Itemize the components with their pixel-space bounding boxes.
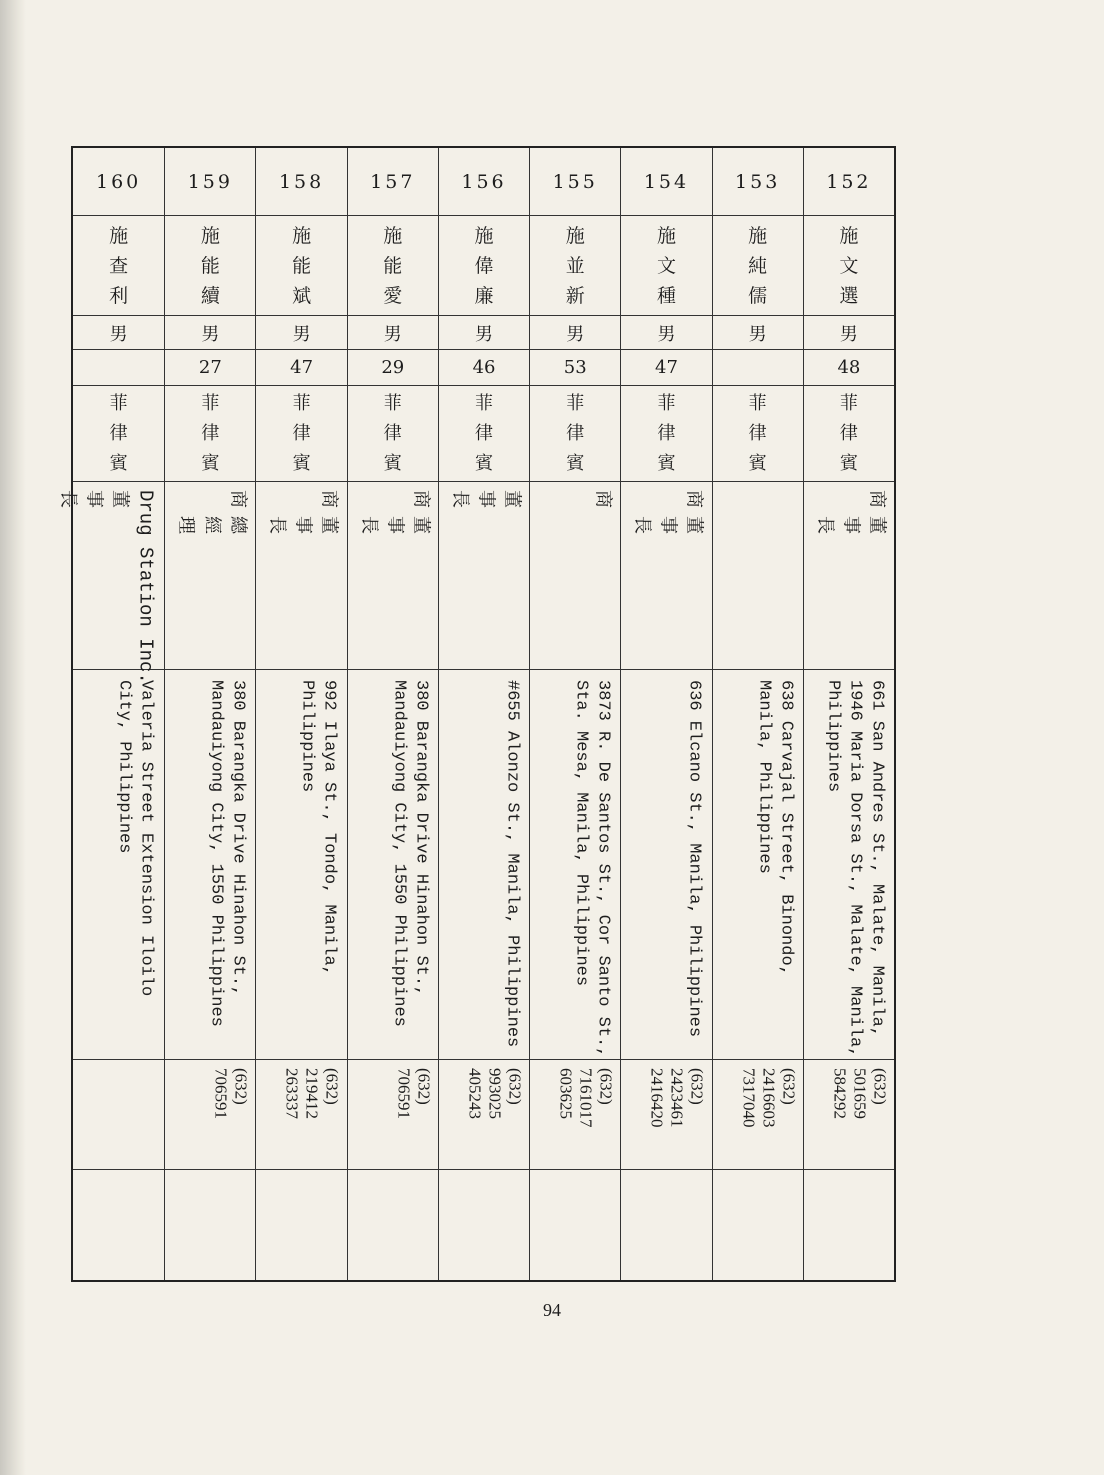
nationality-cell bbox=[804, 386, 894, 482]
address-line: Manila, Philippines bbox=[754, 680, 774, 874]
name-char: 能 bbox=[292, 254, 312, 277]
nationality-cell bbox=[73, 386, 164, 482]
row-number: 154 bbox=[621, 148, 711, 216]
table-row bbox=[57, 148, 164, 1280]
name-char: 愛 bbox=[383, 284, 403, 307]
phone-line: 7161017 bbox=[576, 1068, 596, 1128]
title-char: 事 bbox=[658, 516, 680, 534]
title-char: 商 bbox=[319, 490, 341, 508]
phone-line: (632) bbox=[414, 1068, 434, 1105]
row-number: 152 bbox=[804, 148, 894, 216]
nationality-cell bbox=[348, 386, 438, 482]
phone-line: (632) bbox=[596, 1068, 616, 1105]
title-cell bbox=[439, 482, 529, 670]
address-rotated bbox=[621, 670, 713, 1060]
nationality-char: 律 bbox=[839, 422, 858, 444]
title-char: 董 bbox=[501, 490, 523, 508]
sex-cell: 男 bbox=[73, 316, 164, 350]
remarks-cell bbox=[530, 1170, 620, 1280]
title-char: 事 bbox=[384, 516, 406, 534]
nationality-char: 菲 bbox=[839, 392, 858, 414]
table-row bbox=[255, 148, 346, 1280]
row-number: 156 bbox=[439, 148, 529, 216]
title-line bbox=[55, 490, 133, 508]
title-line bbox=[355, 516, 433, 534]
title-rotated bbox=[621, 482, 713, 670]
phone-rotated bbox=[165, 1060, 257, 1170]
phone-line: 2416420 bbox=[648, 1068, 668, 1128]
name-char: 能 bbox=[200, 254, 220, 277]
table-row bbox=[347, 148, 438, 1280]
nationality-cell bbox=[165, 386, 255, 482]
address-line: Mandauiyong City, 1550 Philippines bbox=[389, 680, 409, 1027]
address-rotated bbox=[165, 670, 257, 1060]
title-cell bbox=[621, 482, 711, 670]
nationality-cell bbox=[439, 386, 529, 482]
name-char: 能 bbox=[383, 254, 403, 277]
sex-cell: 男 bbox=[713, 316, 803, 350]
name-cell bbox=[439, 216, 529, 316]
title-line bbox=[264, 516, 342, 534]
title-char: 理 bbox=[175, 516, 197, 534]
row-number: 155 bbox=[530, 148, 620, 216]
title-rotated bbox=[57, 482, 165, 684]
name-char: 施 bbox=[200, 224, 220, 247]
nationality-char: 菲 bbox=[566, 392, 585, 414]
nationality-char: 律 bbox=[292, 422, 311, 444]
title-cell bbox=[530, 482, 620, 670]
title-line bbox=[447, 490, 525, 508]
phone-cell bbox=[713, 1060, 803, 1170]
age-cell: 47 bbox=[621, 350, 711, 386]
sex-cell: 男 bbox=[804, 316, 894, 350]
title-char: 長 bbox=[267, 516, 289, 534]
phone-line: 263337 bbox=[283, 1068, 303, 1119]
title-char: 事 bbox=[475, 490, 497, 508]
address-rotated bbox=[348, 670, 440, 1060]
title-char: 董 bbox=[319, 516, 341, 534]
phone-line: 501659 bbox=[850, 1068, 870, 1119]
phone-line: 993025 bbox=[485, 1068, 505, 1119]
phone-cell bbox=[73, 1060, 164, 1170]
table-row bbox=[529, 148, 620, 1280]
name-char: 施 bbox=[839, 224, 859, 247]
nationality-char: 律 bbox=[201, 422, 220, 444]
phone-line: 405243 bbox=[465, 1068, 485, 1119]
address-rotated bbox=[73, 670, 165, 1060]
remarks-cell bbox=[804, 1170, 894, 1280]
title-line bbox=[590, 490, 616, 508]
phone-line: 2423461 bbox=[668, 1068, 688, 1128]
phone-line: (632) bbox=[323, 1068, 343, 1105]
title-char: 董 bbox=[410, 516, 432, 534]
address-cell bbox=[530, 670, 620, 1060]
title-cell bbox=[57, 482, 164, 684]
address-cell bbox=[256, 670, 346, 1060]
name-char: 查 bbox=[109, 254, 129, 277]
title-char: 事 bbox=[83, 490, 105, 508]
address-cell bbox=[713, 670, 803, 1060]
address-cell bbox=[439, 670, 529, 1060]
remarks-cell bbox=[256, 1170, 346, 1280]
address-line: 1946 Maria Dorsa St., Malate, Manila, bbox=[845, 680, 865, 1058]
phone-line: (632) bbox=[870, 1068, 890, 1105]
name-char: 新 bbox=[565, 284, 585, 307]
name-char: 斌 bbox=[292, 284, 312, 307]
nationality-char: 賓 bbox=[475, 452, 494, 474]
nationality-char: 賓 bbox=[383, 452, 402, 474]
title-char: 商 bbox=[866, 490, 888, 508]
nationality-cell bbox=[621, 386, 711, 482]
address-line: 3873 R. De Santos St., Cor Santo St., bbox=[593, 680, 613, 1058]
title-cell bbox=[713, 482, 803, 670]
phone-cell bbox=[165, 1060, 255, 1170]
row-number: 160 bbox=[73, 148, 164, 216]
title-line bbox=[264, 490, 342, 508]
phone-rotated bbox=[713, 1060, 805, 1170]
company-name: Drug Station Inc. bbox=[134, 490, 157, 684]
title-rotated bbox=[348, 482, 440, 670]
name-char: 施 bbox=[748, 224, 768, 247]
table-row bbox=[620, 148, 711, 1280]
title-rotated bbox=[530, 482, 622, 670]
name-char: 並 bbox=[565, 254, 585, 277]
sex-cell: 男 bbox=[621, 316, 711, 350]
nationality-char: 律 bbox=[748, 422, 767, 444]
name-char: 廉 bbox=[474, 284, 494, 307]
age-cell: 53 bbox=[530, 350, 620, 386]
age-cell: 27 bbox=[165, 350, 255, 386]
address-rotated bbox=[439, 670, 531, 1060]
age-cell: 47 bbox=[256, 350, 346, 386]
title-char: 董 bbox=[684, 516, 706, 534]
phone-line: 706591 bbox=[211, 1068, 231, 1119]
title-line bbox=[629, 490, 707, 508]
address-cell bbox=[165, 670, 255, 1060]
age-cell: 46 bbox=[439, 350, 529, 386]
age-cell bbox=[73, 350, 164, 386]
name-char: 續 bbox=[200, 284, 220, 307]
title-line bbox=[629, 516, 707, 534]
phone-line: 603625 bbox=[556, 1068, 576, 1119]
title-cell bbox=[165, 482, 255, 670]
phone-line: 706591 bbox=[394, 1068, 414, 1119]
address-line: 638 Carvajal Street, Binondo, bbox=[776, 680, 796, 976]
phone-line: (632) bbox=[688, 1068, 708, 1105]
name-char: 選 bbox=[839, 284, 859, 307]
title-text bbox=[264, 490, 342, 662]
phone-line: 584292 bbox=[830, 1068, 850, 1119]
remarks-cell bbox=[165, 1170, 255, 1280]
phone-rotated bbox=[256, 1060, 348, 1170]
nationality-char: 律 bbox=[657, 422, 676, 444]
title-char: 事 bbox=[840, 516, 862, 534]
title-char: 長 bbox=[57, 490, 79, 508]
address-rotated bbox=[530, 670, 622, 1060]
phone-rotated bbox=[621, 1060, 713, 1170]
name-cell bbox=[165, 216, 255, 316]
nationality-char: 律 bbox=[383, 422, 402, 444]
nationality-cell bbox=[256, 386, 346, 482]
name-char: 施 bbox=[474, 224, 494, 247]
address-line: 380 Barangka Drive Hinahon St., bbox=[228, 680, 248, 997]
address-cell bbox=[348, 670, 438, 1060]
title-cell bbox=[348, 482, 438, 670]
title-char: 長 bbox=[358, 516, 380, 534]
phone-rotated bbox=[348, 1060, 440, 1170]
nationality-char: 賓 bbox=[839, 452, 858, 474]
title-line bbox=[811, 516, 889, 534]
row-number: 158 bbox=[256, 148, 346, 216]
nationality-char: 菲 bbox=[109, 392, 128, 414]
sex-cell: 男 bbox=[530, 316, 620, 350]
address-rotated bbox=[804, 670, 896, 1060]
name-char: 施 bbox=[656, 224, 676, 247]
phone-cell bbox=[439, 1060, 529, 1170]
age-cell: 29 bbox=[348, 350, 438, 386]
remarks-cell bbox=[713, 1170, 803, 1280]
name-char: 種 bbox=[656, 284, 676, 307]
age-cell bbox=[713, 350, 803, 386]
title-char: 董 bbox=[866, 516, 888, 534]
title-char: 長 bbox=[632, 516, 654, 534]
phone-line: 219412 bbox=[303, 1068, 323, 1119]
phone-cell bbox=[256, 1060, 346, 1170]
address-rotated bbox=[713, 670, 805, 1060]
title-line bbox=[173, 490, 251, 508]
sex-cell: 男 bbox=[256, 316, 346, 350]
phone-rotated bbox=[804, 1060, 896, 1170]
title-line bbox=[811, 490, 889, 508]
sex-cell: 男 bbox=[165, 316, 255, 350]
address-rotated bbox=[256, 670, 348, 1060]
phone-line: (632) bbox=[505, 1068, 525, 1105]
name-char: 施 bbox=[565, 224, 585, 247]
phone-line: (632) bbox=[231, 1068, 251, 1105]
nationality-char: 賓 bbox=[748, 452, 767, 474]
name-cell bbox=[530, 216, 620, 316]
nationality-char: 律 bbox=[566, 422, 585, 444]
row-number: 153 bbox=[713, 148, 803, 216]
name-char: 純 bbox=[748, 254, 768, 277]
title-char: 總 bbox=[227, 516, 249, 534]
name-cell bbox=[621, 216, 711, 316]
title-text bbox=[629, 490, 707, 662]
table-row bbox=[803, 148, 894, 1280]
phone-cell bbox=[348, 1060, 438, 1170]
nationality-char: 菲 bbox=[475, 392, 494, 414]
directory-table bbox=[57, 146, 896, 1282]
table-row bbox=[712, 148, 803, 1280]
address-line: Mandauiyong City, 1550 Philippines bbox=[206, 680, 226, 1027]
table-row bbox=[438, 148, 529, 1280]
phone-rotated bbox=[530, 1060, 622, 1170]
address-cell bbox=[621, 670, 711, 1060]
title-line bbox=[355, 490, 433, 508]
address-line: Philippines bbox=[823, 680, 843, 793]
row-number: 157 bbox=[348, 148, 438, 216]
page-gutter-shadow bbox=[0, 0, 26, 1475]
remarks-cell bbox=[73, 1170, 164, 1280]
title-text bbox=[811, 490, 889, 662]
address-line: Valeria Street Extension Iloilo bbox=[136, 680, 156, 997]
nationality-char: 菲 bbox=[201, 392, 220, 414]
nationality-char: 賓 bbox=[657, 452, 676, 474]
title-char: 長 bbox=[449, 490, 471, 508]
title-rotated bbox=[804, 482, 896, 670]
address-line: Philippines bbox=[298, 680, 318, 793]
remarks-cell bbox=[621, 1170, 711, 1280]
nationality-char: 賓 bbox=[566, 452, 585, 474]
name-char: 施 bbox=[109, 224, 129, 247]
age-cell: 48 bbox=[804, 350, 894, 386]
nationality-char: 賓 bbox=[292, 452, 311, 474]
title-line bbox=[173, 516, 251, 534]
name-cell bbox=[804, 216, 894, 316]
address-line: Sta. Mesa, Manila, Philippines bbox=[571, 680, 591, 987]
name-char: 文 bbox=[839, 254, 859, 277]
title-char: 董 bbox=[109, 490, 131, 508]
title-cell bbox=[804, 482, 894, 670]
address-line: City, Philippines bbox=[114, 680, 134, 854]
title-char: 商 bbox=[684, 490, 706, 508]
title-text bbox=[55, 490, 133, 662]
sex-cell: 男 bbox=[348, 316, 438, 350]
address-line: 661 San Andres St., Malate, Manila, bbox=[867, 680, 887, 1038]
table-row bbox=[164, 148, 255, 1280]
remarks-cell bbox=[348, 1170, 438, 1280]
name-cell bbox=[256, 216, 346, 316]
nationality-char: 律 bbox=[475, 422, 494, 444]
title-char: 經 bbox=[201, 516, 223, 534]
address-line: #655 Alonzo St., Manila, Philippines bbox=[502, 680, 522, 1048]
nationality-char: 菲 bbox=[657, 392, 676, 414]
address-line: 992 Ilaya St., Tondo, Manila, bbox=[320, 680, 340, 976]
title-rotated bbox=[439, 482, 531, 670]
title-rotated bbox=[713, 482, 805, 670]
name-cell bbox=[73, 216, 164, 316]
nationality-char: 菲 bbox=[383, 392, 402, 414]
address-line: 380 Barangka Drive Hinahon St., bbox=[411, 680, 431, 997]
title-char: 事 bbox=[293, 516, 315, 534]
row-number: 159 bbox=[165, 148, 255, 216]
phone-rotated bbox=[73, 1060, 165, 1170]
nationality-char: 賓 bbox=[201, 452, 220, 474]
address-line: 636 Elcano St., Manila, Philippines bbox=[685, 680, 705, 1038]
address-cell bbox=[73, 670, 164, 1060]
phone-line: 7317040 bbox=[739, 1068, 759, 1128]
phone-cell bbox=[621, 1060, 711, 1170]
title-char: 長 bbox=[814, 516, 836, 534]
nationality-char: 菲 bbox=[748, 392, 767, 414]
name-char: 儒 bbox=[748, 284, 768, 307]
title-text bbox=[590, 490, 616, 662]
name-cell bbox=[713, 216, 803, 316]
name-char: 施 bbox=[292, 224, 312, 247]
remarks-cell bbox=[439, 1170, 529, 1280]
title-text bbox=[173, 490, 251, 662]
title-text bbox=[447, 490, 525, 662]
address-cell bbox=[804, 670, 894, 1060]
nationality-char: 菲 bbox=[292, 392, 311, 414]
nationality-char: 律 bbox=[109, 422, 128, 444]
nationality-cell bbox=[713, 386, 803, 482]
title-rotated bbox=[165, 482, 257, 670]
phone-rotated bbox=[439, 1060, 531, 1170]
title-char: 商 bbox=[410, 490, 432, 508]
name-char: 施 bbox=[383, 224, 403, 247]
nationality-cell bbox=[530, 386, 620, 482]
phone-line: 2416603 bbox=[759, 1068, 779, 1128]
title-char: 商 bbox=[592, 490, 614, 508]
title-char: 商 bbox=[227, 490, 249, 508]
sex-cell: 男 bbox=[439, 316, 529, 350]
name-cell bbox=[348, 216, 438, 316]
phone-cell bbox=[530, 1060, 620, 1170]
title-cell bbox=[256, 482, 346, 670]
nationality-char: 賓 bbox=[109, 452, 128, 474]
page-number: 94 bbox=[543, 1300, 561, 1320]
name-char: 利 bbox=[109, 284, 129, 307]
title-rotated bbox=[256, 482, 348, 670]
phone-cell bbox=[804, 1060, 894, 1170]
title-text bbox=[355, 490, 433, 662]
name-char: 文 bbox=[656, 254, 676, 277]
name-char: 偉 bbox=[474, 254, 494, 277]
phone-line: (632) bbox=[779, 1068, 799, 1105]
